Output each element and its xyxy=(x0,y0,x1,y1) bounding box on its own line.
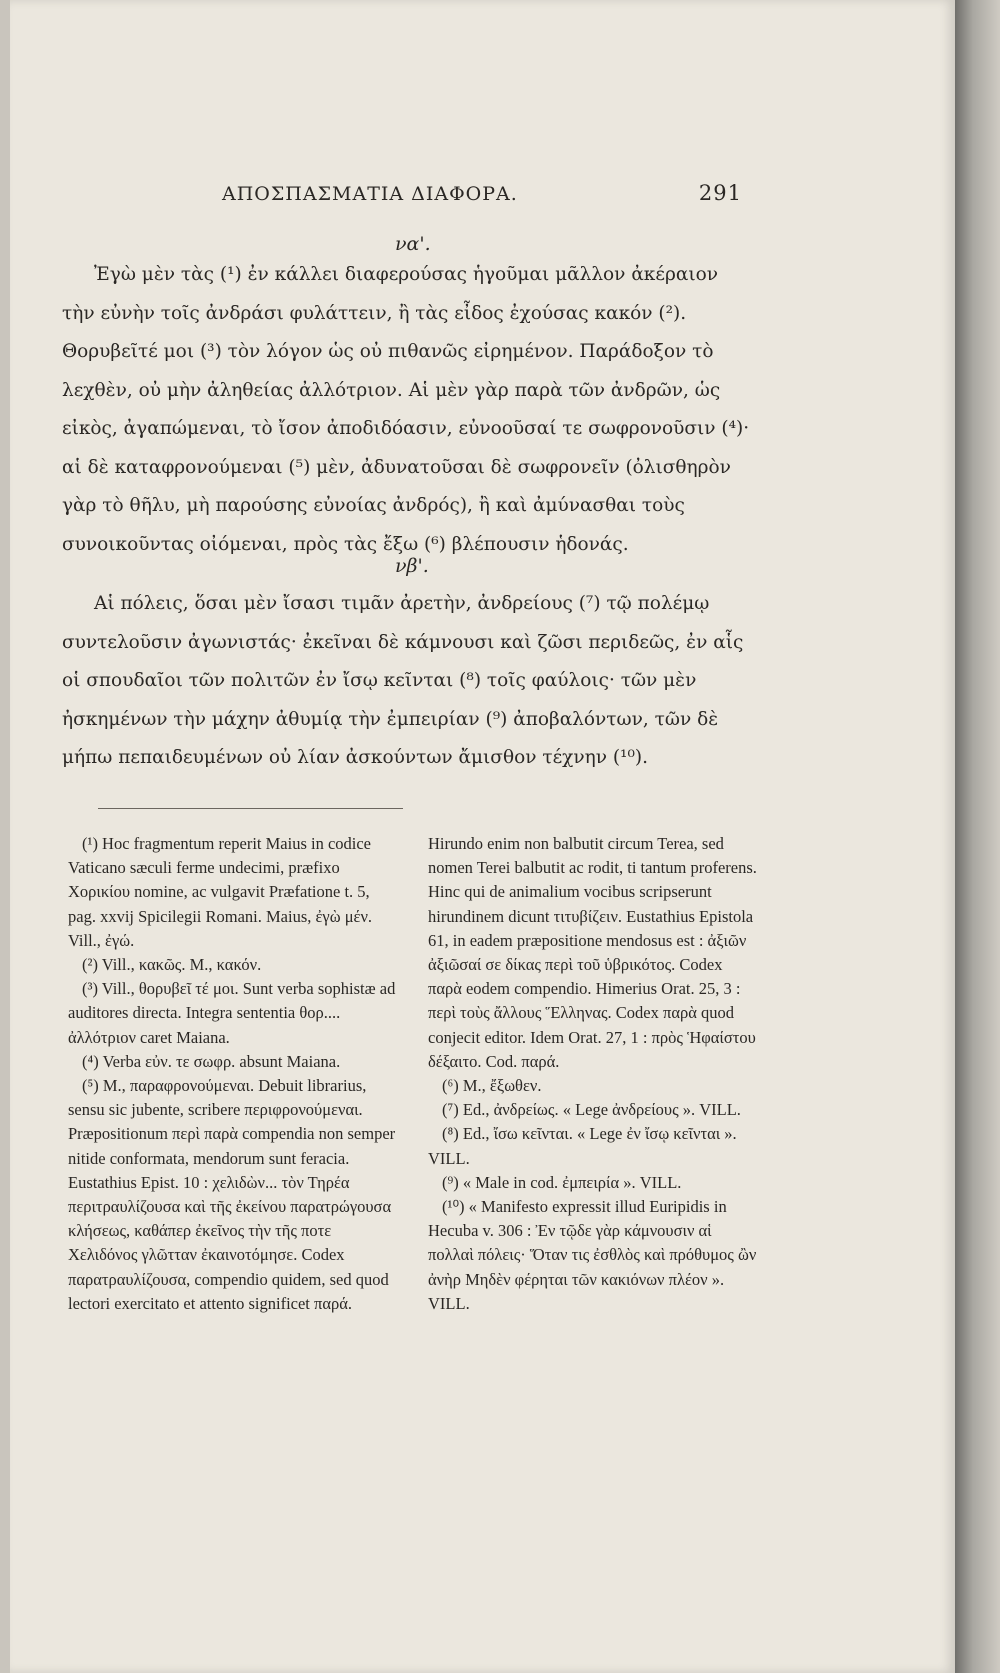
footnote: (²) Vill., κακῶς. M., κακόν. xyxy=(82,955,262,975)
section-number: νβ'. xyxy=(395,555,429,577)
footnote-continuation: Hirundo enim non balbutit circum Terea, sed nomen Terei balbutit ac rodit, ti tantum proferens. Hinc qui de animalium vocibus scripserunt hirundinem dicunt τιτυβίζειν. Eustathius Epistola 61, in eadem præpositione mendosus est : ἀξιῶν ἀξιῶσαί σε δίκας περὶ τοῦ ὑβρικότος. Codex παρὰ eodem compendio. Himerius Orat. 25, 3 : περὶ τοὺς ἄλλους Ἕλληνας. Codex παρὰ quod conjecit editor. Idem Orat. 27, 1 : πρὸς Ἡφαίστου δέξαιτο. Cod. παρά. xyxy=(428,834,757,1071)
footnote: (⁴) Verba εὐν. τε σωφρ. absunt Maiana. xyxy=(82,1051,341,1071)
running-title: ΑΠΟΣΠΑΣΜΑΤΙΑ ΔΙΑΦΟΡΑ. xyxy=(222,183,518,205)
footnote-rule xyxy=(98,808,403,809)
footnotes-left-column xyxy=(68,832,398,1316)
fragment-text: Αἱ πόλεις, ὅσαι μὲν ἴσασι τιμᾶν ἀρετὴν, ἀνδρείους (⁷) τῷ πολέμῳ συντελοῦσιν ἀγωνιστάς· ἐκεῖναι δὲ κάμνουσι καὶ ζῶσι περιδεῶς, ἐν αἷς οἱ σπουδαῖοι τῶν πολιτῶν ἐν ἴσῳ κεῖνται (⁸) τοῖς φαύλοις· τῶν μὲν ἠσκημένων τὴν μάχην ἀθυμίᾳ τὴν ἐμπειρίαν (⁹) ἀποβαλόντων, τῶν δὲ μήπω πεπαιδευμένων οὐ λίαν ἀσκούντων ἄμισθον τέχνην (¹⁰). xyxy=(62,593,744,768)
footnote: (⁶) M., ἔξωθεν. xyxy=(442,1076,542,1096)
footnote: (³) Vill., θορυβεῖ τέ μοι. Sunt verba sophistæ ad auditores directa. Integra sententia θορ.... ἀλλότριον caret Maiana. xyxy=(68,979,396,1047)
footnote: (⁸) Ed., ἴσω κεῖνται. « Lege ἐν ἴσῳ κεῖνται ». VILL. xyxy=(428,1124,737,1168)
footnote: (¹⁰) « Manifesto expressit illud Euripidis in Hecuba v. 306 : Ἐν τῷδε γὰρ κάμνουσιν αἱ πολλαὶ πόλεις· Ὅταν τις ἐσθλὸς καὶ πρόθυμος ὢν ἀνὴρ Μηδὲν φέρηται τῶν κακιόνων πλέον ». VILL. xyxy=(428,1197,757,1313)
footnote: (⁵) M., παραφρονούμεναι. Debuit librarius, sensu sic jubente, scribere περιφρονούμεναι. Præpositionum περὶ παρὰ compendia non semper nitide conformata, mendorum sunt feracia. Eustathius Epist. 10 : χελιδὼν... τὸν Τηρέα περιτραυλίζουσα καὶ τῆς ἐκείνου παρατρώγουσα κλήσεως, καθάπερ ἐκεῖνος τὴν τῆς ποτε Χελιδόνος γλῶτταν ἐκαινοτόμησε. Codex παρατραυλίζουσα, compendio quidem, sed quod lectori exercitato et attento significet παρά. xyxy=(68,1076,396,1313)
footnote: (¹) Hoc fragmentum reperit Maius in codice Vaticano sæculi ferme undecimi, præfixo Χορικίου nomine, ac vulgavit Præfatione t. 5, pag. xxvij Spicilegii Romani. Maius, ἐγὼ μέν. Vill., ἐγώ. xyxy=(68,834,373,950)
footnote: (⁷) Ed., ἀνδρείως. « Lege ἀνδρείους ». VILL. xyxy=(442,1100,741,1120)
section-number: να'. xyxy=(395,233,431,255)
page-edge-shadow xyxy=(955,0,1000,1673)
running-header xyxy=(222,183,742,213)
footnote: (⁹) « Male in cod. ἐμπειρία ». VILL. xyxy=(442,1172,682,1192)
footnotes-right-column xyxy=(428,832,758,1316)
page-number: 291 xyxy=(698,181,742,205)
fragment-text: Ἐγὼ μὲν τὰς (¹) ἐν κάλλει διαφερούσας ἡγοῦμαι μᾶλλον ἀκέραιον τὴν εὐνὴν τοῖς ἀνδράσι φυλάττειν, ἢ τὰς εἶδος ἐχούσας κακόν (²). Θορυβεῖτέ μοι (³) τὸν λόγον ὡς οὐ πιθανῶς εἰρημένον. Παράδοξον τὸ λεχθὲν, οὐ μὴν ἀληθείας ἀλλότριον. Αἱ μὲν γὰρ παρὰ τῶν ἀνδρῶν, ὡς εἰκὸς, ἀγαπώμεναι, τὸ ἴσον ἀποδιδόασιν, εὐνοοῦσαί τε σωφρονοῦσιν (⁴)· αἱ δὲ καταφρονούμεναι (⁵) μὲν, ἀδυνατοῦσαι δὲ σωφρονεῖν (ὀλισθηρὸν γὰρ τὸ θῆλυ, μὴ παρούσης εὐνοίας ἀνδρός), ἢ καὶ ἀμύνασθαι τοὺς συνοικοῦντας οἰόμεναι, πρὸς τὰς ἔξω (⁶) βλέπουσιν ἡδονάς. xyxy=(62,264,750,555)
